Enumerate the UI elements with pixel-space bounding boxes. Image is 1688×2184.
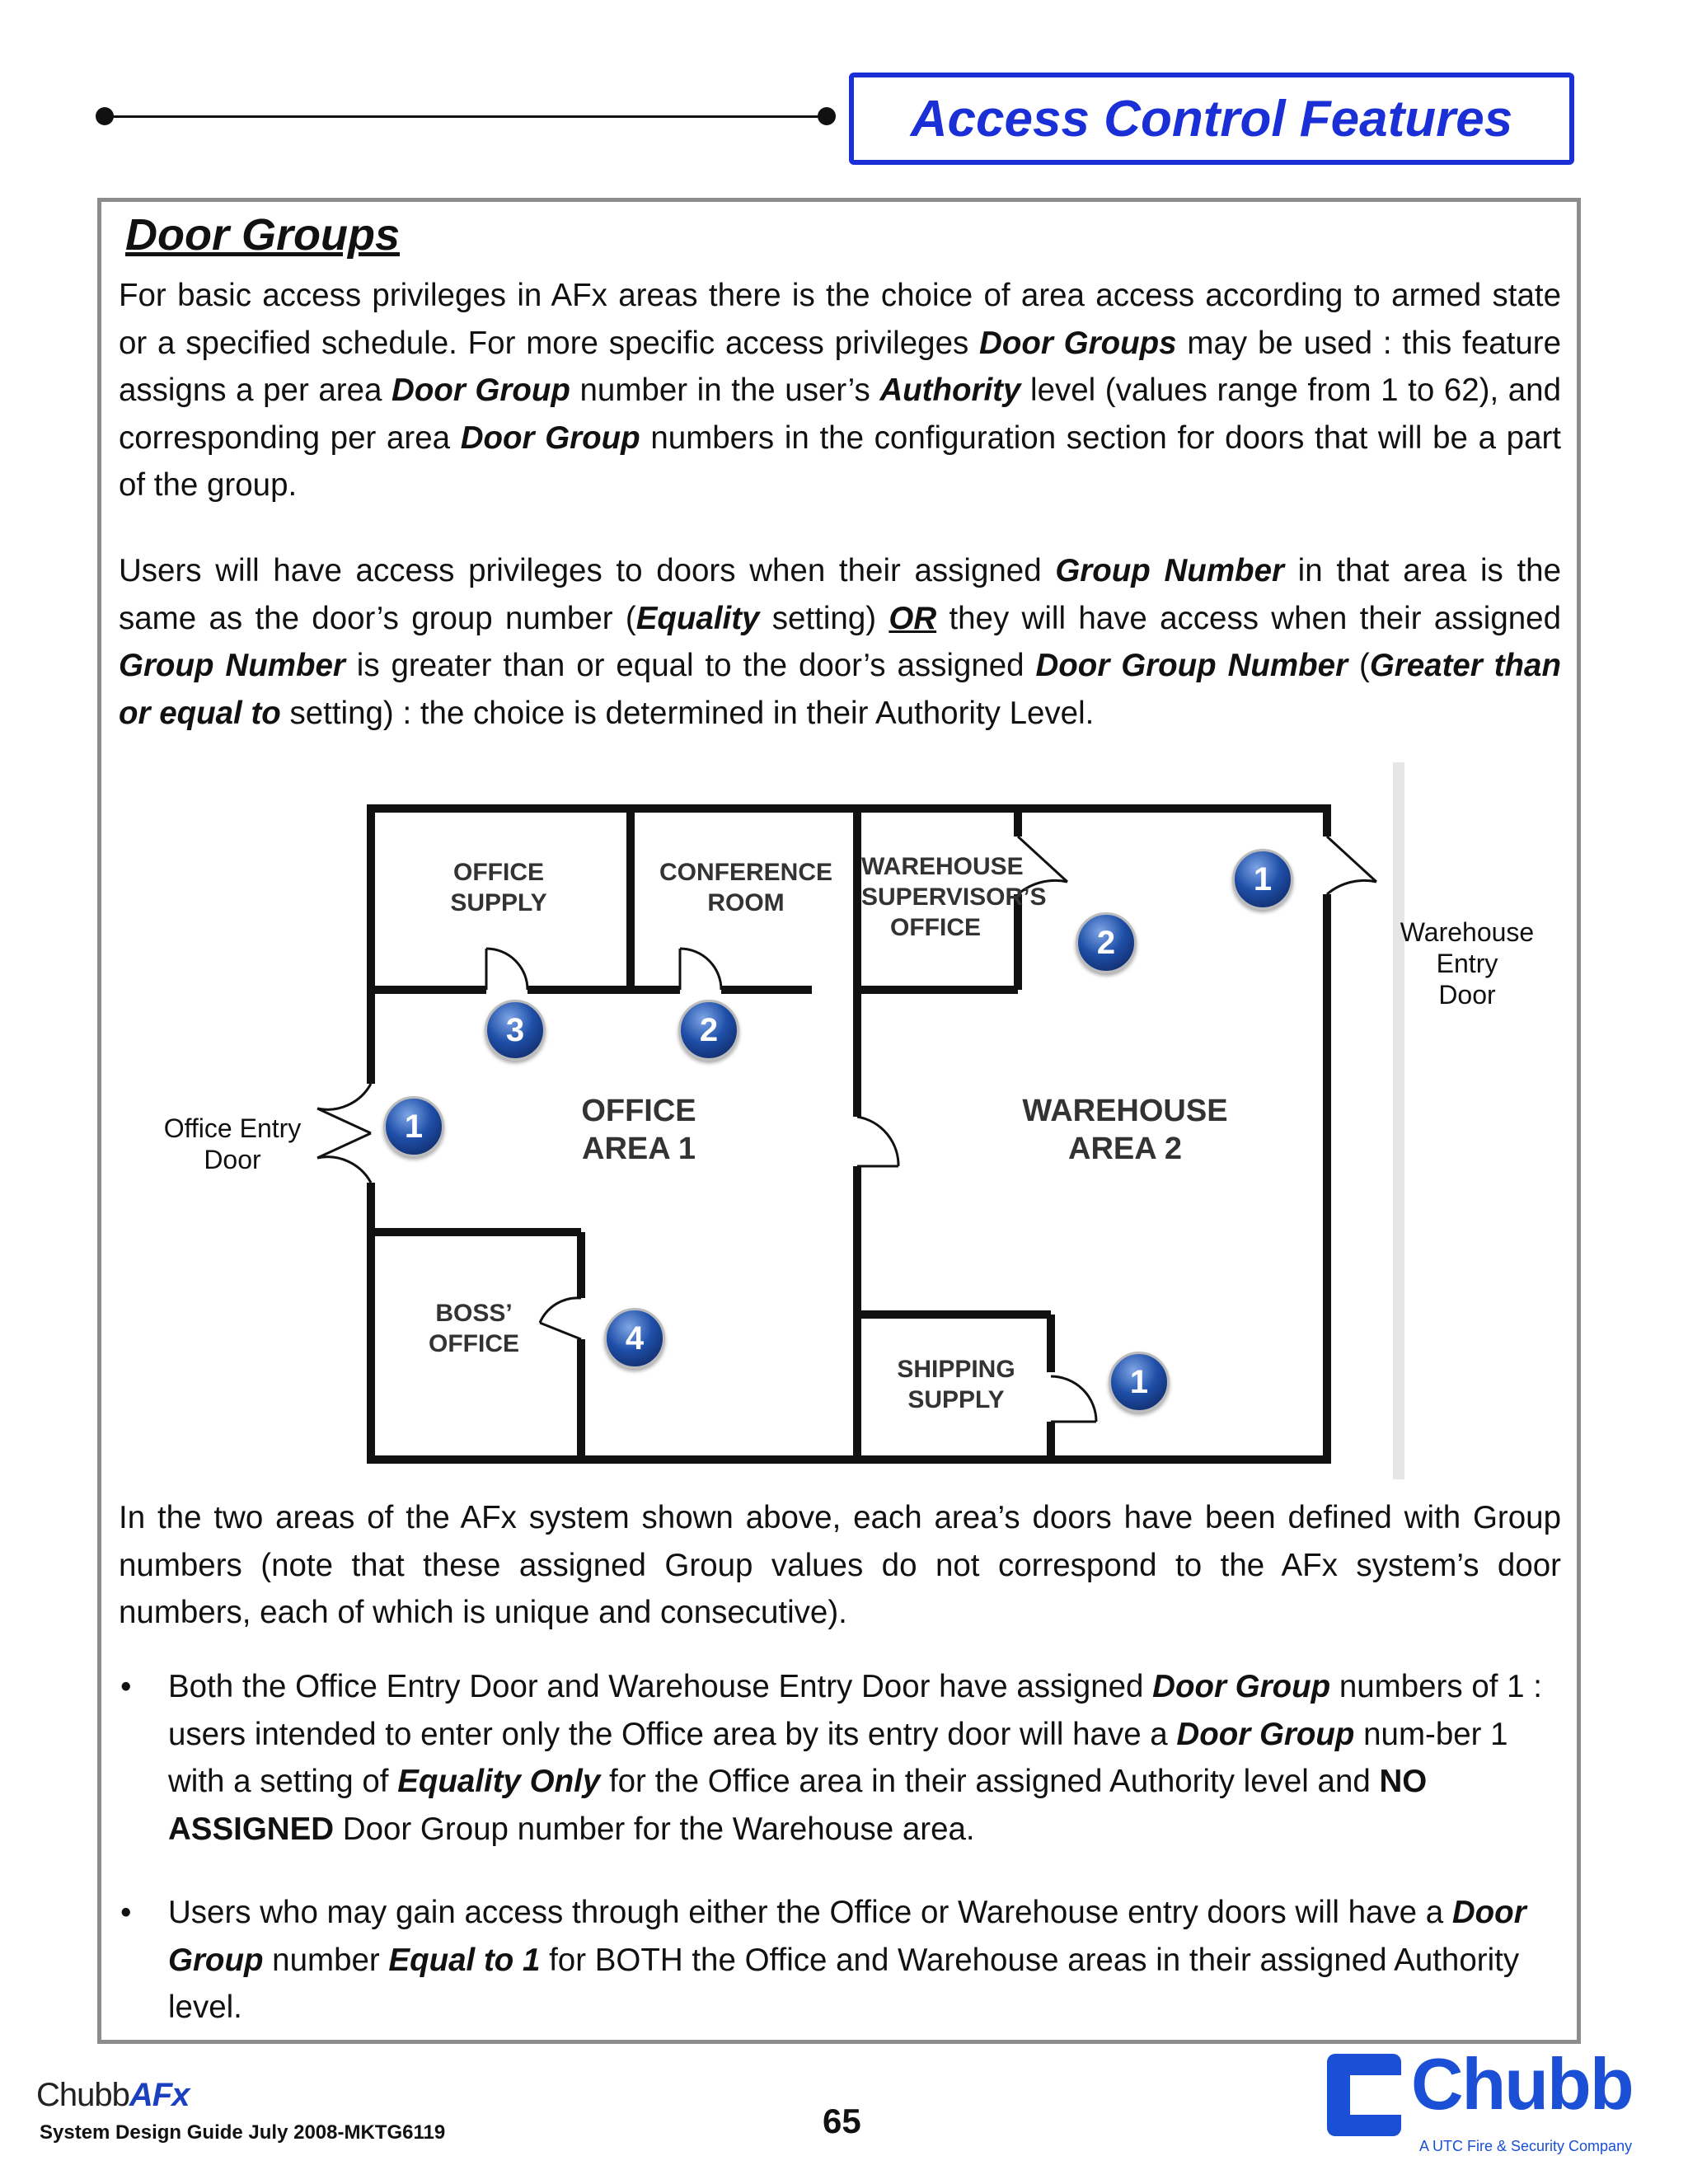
list-item: • Users who may gain access through either the Office or Warehouse entry doors will have a Door Group number Equal to 1 for BOTH the Office and Warehouse areas in their assigned Authority level. — [120, 1895, 1526, 2025]
area-office: OFFICE AREA 1 — [581, 1094, 696, 1166]
door-group-badge-boss: 4 — [604, 1308, 665, 1369]
header-title: Access Control Features — [910, 90, 1513, 148]
area-warehouse: WAREHOUSE AREA 2 — [1022, 1094, 1228, 1166]
chubb-afx-logo: ChubbAFx — [36, 2077, 190, 2113]
room-boss-office: BOSS’ OFFICE — [429, 1300, 519, 1357]
bullet-list — [119, 1663, 1561, 2032]
room-warehouse-supervisor: WAREHOUSE SUPERVISOR’S OFFICE — [861, 853, 1047, 941]
header-rule-dot-right — [818, 107, 836, 125]
label-office-entry-door: Office Entry Door — [163, 1113, 302, 1174]
access-paragraph: Users will have access privileges to doors when their assigned Group Number in that area is the same as the door’s group number (Equality setting) OR they will have access when their assigned Group Number is greater than or equal to the door’s assigned Door Group Number (Greater than or equal to setting) : the choice is determined in their Authority Level. — [119, 553, 1561, 731]
chubb-brand-logo: Chubb — [1411, 2043, 1633, 2125]
section-title: Door Groups — [125, 210, 400, 260]
chubb-logo-mark — [1327, 2054, 1401, 2136]
areas-paragraph: In the two areas of the AFx system shown above, each area’s doors have been defined with Group numbers (note that these assigned Group values do not correspond to the AFx system’s door numbers, each of which is unique and consecutive). — [119, 1500, 1561, 1630]
intro-paragraph: For basic access privileges in AFx areas there is the choice of area access according to armed state or a specified schedule. For more specific access privileges Door Groups may be used : this feature assigns a per area Door Group number in the user’s Authority level (values range from 1 to 62), and corresponding per area Door Group numbers in the configuration section for doors that will be a part of the group. — [119, 278, 1561, 503]
room-conference: CONFERENCE ROOM — [659, 859, 832, 916]
footer-guide-title: System Design Guide July 2008-MKTG6119 — [40, 2121, 446, 2144]
room-office-supply: OFFICE SUPPLY — [450, 859, 547, 916]
room-shipping-supply: SHIPPING SUPPLY — [897, 1356, 1015, 1413]
header-rule-dot-left — [96, 107, 114, 125]
floor-plan-diagram — [284, 762, 1414, 1479]
door-group-badge-supervisor: 2 — [1076, 912, 1137, 973]
page-number: 65 — [823, 2102, 861, 2140]
door-group-badge-office-supply: 3 — [485, 1000, 546, 1061]
header-rule — [103, 115, 828, 118]
door-group-badge-warehouse-entry: 1 — [1232, 849, 1293, 910]
list-item: • Both the Office Entry Door and Warehouse Entry Door have assigned Door Group numbers of 1 : users intended to enter only the Office area by its entry door will have a Door Group num-ber 1 with a setting of Equality Only for the Office area in their assigned Authority level and NO ASSIGNED Door Group number for the Warehouse area. — [120, 1669, 1542, 1847]
label-warehouse-entry-door: Warehouse Entry Door — [1400, 917, 1535, 1010]
door-group-badge-shipping: 1 — [1109, 1352, 1170, 1413]
header-title-box — [849, 73, 1574, 165]
door-group-badge-office-entry: 1 — [383, 1096, 444, 1157]
door-group-badge-conference: 2 — [678, 1000, 739, 1061]
chubb-brand-tagline: A UTC Fire & Security Company — [1419, 2138, 1633, 2154]
